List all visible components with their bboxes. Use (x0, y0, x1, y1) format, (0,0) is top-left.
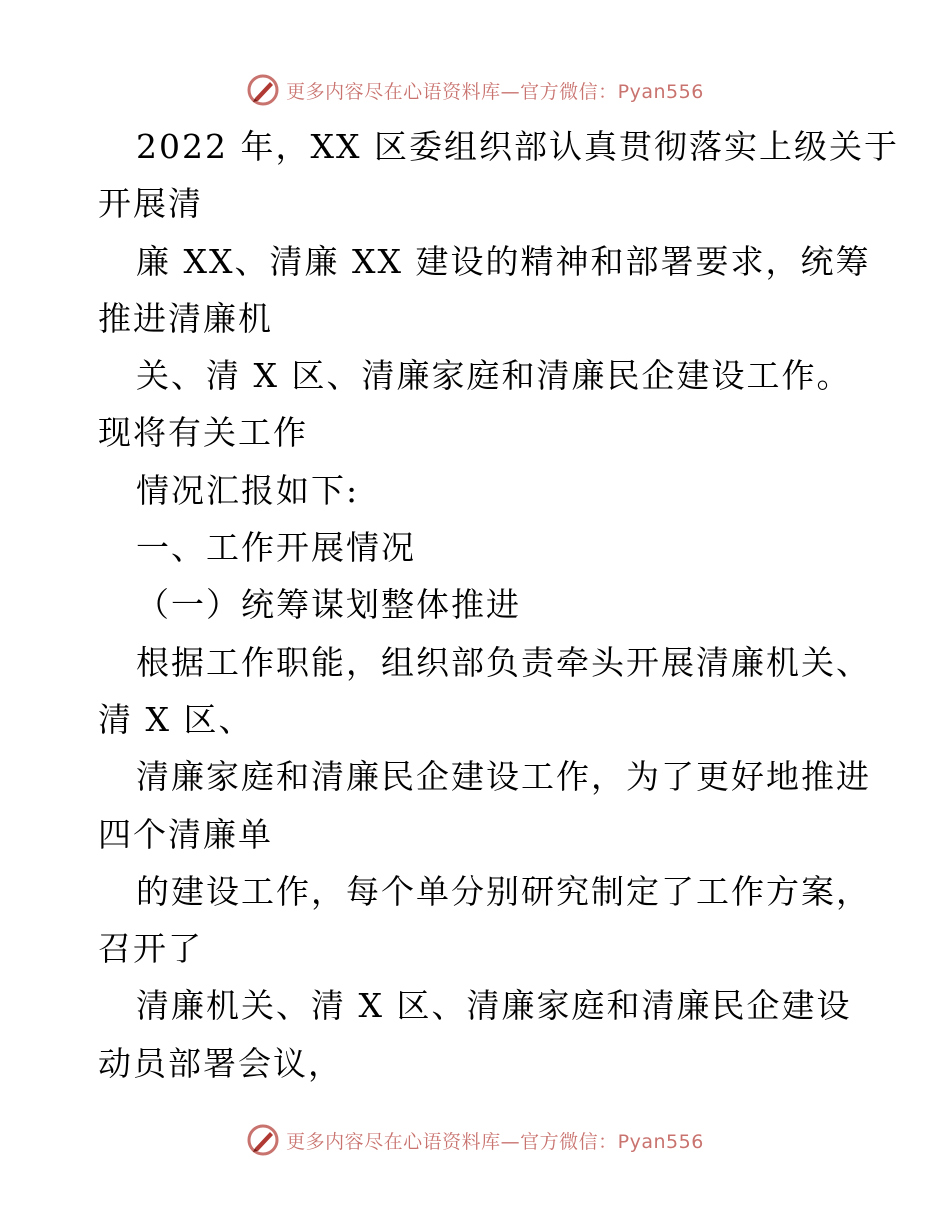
text-line: 召开了 (98, 929, 203, 969)
document-body (98, 118, 899, 1092)
text-line: 动员部署会议， (98, 1043, 343, 1083)
text-line: 情况汇报如下: (136, 470, 360, 510)
watermark-footer (0, 1120, 950, 1160)
pen-logo-icon (246, 1123, 280, 1157)
watermark-text: 更多内容尽在心语资料库—官方微信：Pyan556 (286, 1130, 704, 1153)
text-line: 四个清廉单 (98, 814, 273, 854)
text-line: 清廉家庭和清廉民企建设工作，为了更好地推进 (136, 757, 871, 797)
text-line: 根据工作职能，组织部负责牵头开展清廉机关、 (136, 642, 871, 682)
text-line: 清廉机关、清 X 区、清廉家庭和清廉民企建设 (136, 986, 852, 1026)
watermark-header (0, 70, 950, 110)
text-line: 推进清廉机 (98, 298, 273, 338)
section-heading: 一、工作开展情况 (136, 528, 416, 568)
text-line: 廉 XX、清廉 XX 建设的精神和部署要求，统筹 (136, 241, 871, 281)
text-line: 清 X 区、 (98, 699, 254, 739)
text-line: 的建设工作，每个单分别研究制定了工作方案， (136, 871, 871, 911)
text-line: 现将有关工作 (98, 413, 308, 453)
pen-logo-icon (246, 73, 280, 107)
text-line: 开展清 (98, 184, 203, 224)
text-line: 关、清 X 区、清廉家庭和清廉民企建设工作。 (136, 356, 852, 396)
subsection-heading: （一）统筹谋划整体推进 (136, 585, 521, 625)
watermark-text: 更多内容尽在心语资料库—官方微信：Pyan556 (286, 80, 704, 103)
text-line: 2022 年，XX 区委组织部认真贯彻落实上级关于 (136, 127, 899, 166)
